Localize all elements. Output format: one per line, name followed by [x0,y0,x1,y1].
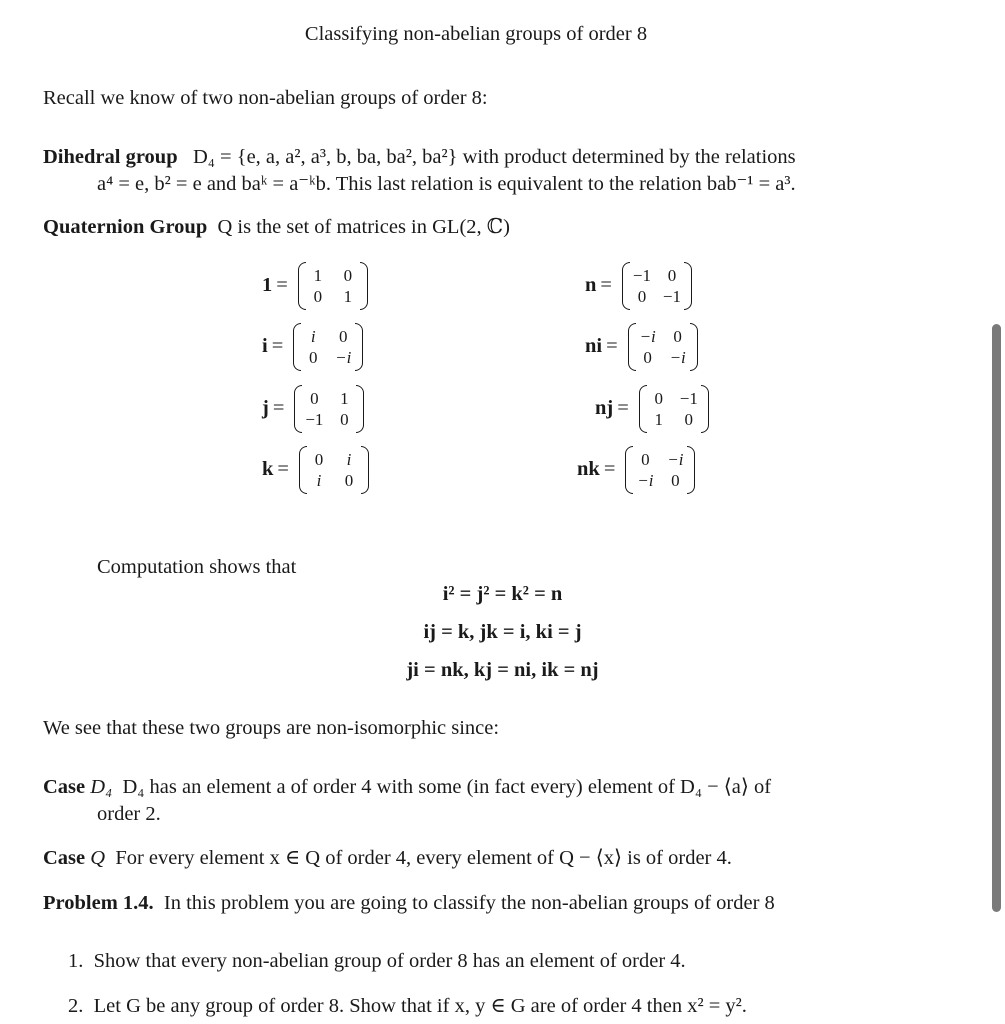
case-label: Q [90,847,106,869]
dihedral-line-1 [43,145,796,171]
matrix-ni: ni = −i 0 0 −i [585,323,698,371]
matrix-entry: 0 [641,450,650,469]
matrix-grid [628,323,698,371]
matrix-label: j [262,397,269,420]
matrix-one: 1 = 1 0 0 1 [262,262,368,310]
matrix-grid [622,262,692,310]
matrix-entry: −i [669,348,686,367]
matrix-entry: 0 [643,348,652,367]
matrix-label: nj [595,397,614,420]
dihedral-heading: Dihedral group [43,146,178,168]
matrix-entry: 0 [343,266,353,285]
matrix-entry: 0 [654,389,664,408]
case-heading: Case [43,776,86,798]
computation-line-3: ji = nk, kj = ni, ik = nj [406,659,599,681]
quaternion-text: Q is the set of matrices in GL(2, ℂ) [217,216,510,238]
matrix-entry: 1 [313,266,323,285]
case-d4-text: D₄ has an element a of order 4 with some (in fact every) element of D₄ − ⟨a⟩ of [122,776,772,798]
case-q-line [43,846,732,872]
problem-text: In this problem you are going to classify the non-abelian groups of order 8 [163,892,775,914]
matrix-entry: 0 [671,471,680,490]
list-text: Show that every non-abelian group of order 8 has an element of order 4. [93,950,686,972]
matrix-label: 1 [262,274,273,297]
computation-intro: Computation shows that [97,556,297,578]
quaternion-line [43,215,510,241]
case-label: D₄ [90,776,113,798]
case-heading: Case [43,847,86,869]
list-item [68,949,686,975]
matrix-n: n = −1 0 0 −1 [585,262,692,310]
matrix-entry: −i [637,471,654,490]
matrix-i: i = i 0 0 −i [262,323,363,371]
matrix-label: n [585,274,597,297]
matrix-grid [299,446,369,494]
matrix-grid [639,385,709,433]
matrix-entry: 0 [314,450,324,469]
computation-line-2: ij = k, jk = i, ki = j [423,621,582,643]
matrix-entry: i [316,471,322,490]
page-title: Classifying non-abelian groups of order 8 [304,23,648,45]
list-item [68,994,747,1020]
matrix-entry: 0 [344,471,354,490]
matrix-entry: 0 [313,287,323,306]
case-d4-line-2: order 2. [97,803,161,825]
matrix-label: k [262,458,274,481]
non-isomorphic-text: We see that these two groups are non-isomorphic since: [43,717,500,739]
matrix-entry: 1 [340,389,349,408]
vertical-scrollbar[interactable] [992,324,1001,912]
matrix-label: ni [585,335,603,358]
matrix-entry: 0 [309,348,318,367]
matrix-label: nk [577,458,600,481]
problem-line [43,891,775,917]
list-number: 2. [68,995,84,1017]
matrix-label: i [262,335,268,358]
dihedral-line-2: a⁴ = e, b² = e and baᵏ = a⁻ᵏb. This last relation is equivalent to the relation bab⁻¹ = a³. [97,173,796,195]
matrix-entry: 0 [684,410,694,429]
matrix-entry: −1 [679,389,698,408]
matrix-entry: i [310,327,316,346]
problem-heading: Problem 1.4. [43,892,154,914]
list-number: 1. [68,950,84,972]
matrix-grid [625,446,695,494]
matrix-entry: 0 [310,389,319,408]
intro-text: Recall we know of two non-abelian groups of order 8: [43,87,488,109]
matrix-entry: 0 [340,410,349,429]
quaternion-heading: Quaternion Group [43,216,208,238]
matrix-grid [293,323,363,371]
matrix-entry: −1 [632,266,652,285]
matrix-entry: i [346,450,352,469]
matrix-entry: 0 [667,266,677,285]
matrix-grid [298,262,368,310]
case-q-text: For every element x ∈ Q of order 4, every element of Q − ⟨x⟩ is of order 4. [115,847,732,869]
computation-line-1: i² = j² = k² = n [442,583,563,605]
matrix-entry: 0 [637,287,647,306]
matrix-entry: −1 [305,410,324,429]
matrix-entry: −i [335,348,352,367]
matrix-entry: 1 [654,410,664,429]
matrix-k: k = 0 i i 0 [262,446,369,494]
matrix-nk: nk = 0 −i −i 0 [577,446,695,494]
matrix-entry: −1 [662,287,682,306]
matrix-entry: −i [667,450,684,469]
matrix-entry: 0 [339,327,348,346]
dihedral-definition: D₄ = {e, a, a², a³, b, ba, ba², ba²} with product determined by the relations [192,146,796,168]
matrix-j: j = 0 1 −1 0 [262,385,364,433]
matrix-entry: 1 [343,287,353,306]
list-text: Let G be any group of order 8. Show that if x, y ∈ G are of order 4 then x² = y². [93,995,747,1017]
matrix-grid [294,385,364,433]
matrix-entry: −i [639,327,656,346]
case-d4-line-1 [43,775,771,801]
matrix-nj: nj = 0 −1 1 0 [595,385,709,433]
matrix-entry: 0 [673,327,682,346]
